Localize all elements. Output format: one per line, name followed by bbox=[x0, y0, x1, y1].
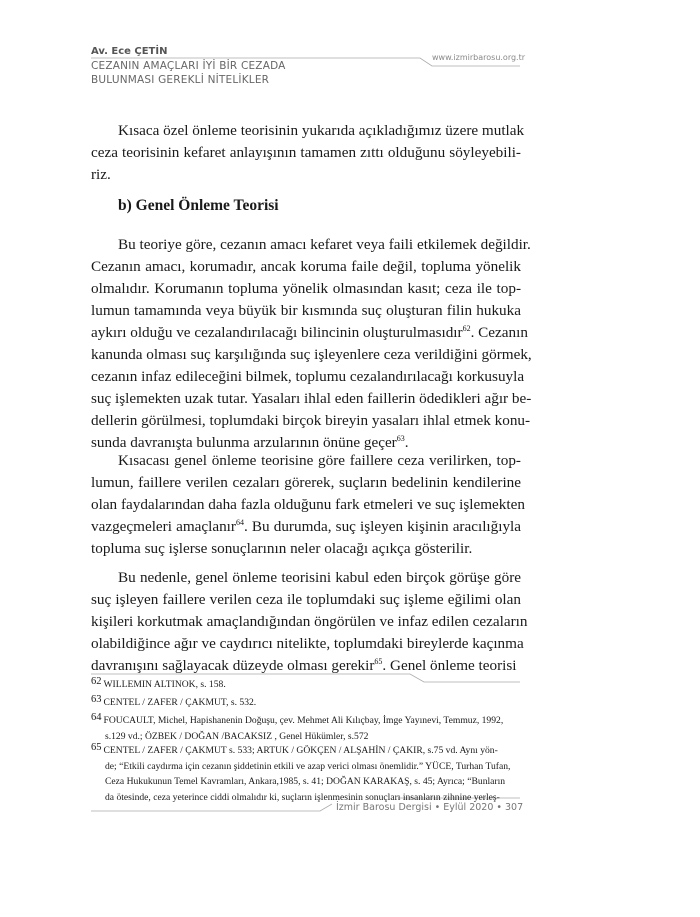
page-number: 307 bbox=[505, 802, 524, 813]
paragraph-line bbox=[91, 433, 521, 453]
paragraph-line bbox=[91, 411, 531, 431]
line-text: . Bu durumda, suç işleyen kişinin aracılığıyla bbox=[243, 518, 521, 535]
footnote-number: 65 bbox=[91, 742, 102, 753]
line-text: Bu teoriye göre, cezanın amacı kefaret veya faili etkilemek değildir. bbox=[118, 236, 531, 253]
footnote-ref[interactable]: 63 bbox=[396, 433, 405, 443]
footnote-number: 63 bbox=[91, 694, 102, 705]
line-text: kanunda olması suç karşılığında suç işleyenlere ceza verildiğini görmek, bbox=[91, 346, 532, 363]
footer-divider bbox=[91, 804, 332, 811]
footnote-text: da ötesinde, ceza yeterince ciddi olmalıdır ki, suçların işlenmesinin sonuçları insanların zihnine yerleş- bbox=[105, 791, 500, 803]
paragraph-line bbox=[91, 473, 521, 493]
line-text: lumun, faillere verilen cezaları görerek, suçların bedelinin kendilerine bbox=[91, 474, 521, 491]
paragraph-line bbox=[91, 539, 521, 559]
footnote-ref[interactable]: 65 bbox=[374, 656, 383, 666]
footnote-ref[interactable]: 64 bbox=[235, 517, 244, 527]
paragraph-line bbox=[91, 367, 525, 387]
footnote bbox=[91, 677, 521, 693]
footnote-number: 62 bbox=[91, 676, 102, 687]
paragraph-line bbox=[91, 257, 521, 277]
paragraph-line bbox=[118, 568, 521, 588]
paragraph-line bbox=[91, 612, 528, 632]
article-title-line-1: CEZANIN AMAÇLARI İYİ BİR CEZADA bbox=[91, 60, 286, 72]
paragraph-line bbox=[91, 656, 521, 676]
paragraph-line bbox=[91, 165, 521, 185]
paragraph-line bbox=[91, 389, 532, 409]
paragraph-line bbox=[91, 634, 524, 654]
footnote-ref[interactable]: 62 bbox=[462, 323, 471, 333]
footnote-text: WILLEMIN ALTINOK, s. 158. bbox=[103, 679, 226, 690]
footnote bbox=[91, 695, 521, 711]
paragraph-line bbox=[91, 279, 521, 299]
article-title-line-2: BULUNMASI GEREKLİ NİTELİKLER bbox=[91, 74, 270, 86]
line-text: riz. bbox=[91, 166, 111, 183]
footnote bbox=[91, 743, 521, 805]
footnote-number: 64 bbox=[91, 712, 102, 723]
footnote-text: s.129 vd.; ÖZBEK / DOĞAN /BACAKSIZ , Genel Hükümler, s.572 bbox=[105, 730, 369, 742]
line-text: olabildiğince ağır ve caydırıcı nitelikte, toplumdaki bireylerde kaçınma bbox=[91, 635, 524, 652]
journal-footer: İzmir Barosu Dergisi • Eylül 2020 • bbox=[336, 802, 502, 813]
paragraph-line bbox=[91, 301, 521, 321]
paragraph-line bbox=[118, 451, 521, 471]
line-text: lumun tamamında veya büyük bir kısmında suç oluşturan filin hukuka bbox=[91, 302, 521, 319]
line-text: topluma suç işlerse sonuçlarının neler olacağı açıkça gösterilir. bbox=[91, 540, 473, 557]
footnote-text: CENTEL / ZAFER / ÇAKMUT, s. 532. bbox=[103, 697, 257, 708]
line-text: Bu nedenle, genel önleme teorisini kabul eden birçok görüşe göre bbox=[118, 569, 521, 586]
author-name: Av. Ece ÇETİN bbox=[91, 46, 168, 57]
line-text: . Genel önleme teorisi bbox=[382, 657, 517, 674]
paragraph-line bbox=[91, 323, 528, 343]
line-text: . bbox=[404, 434, 409, 451]
line-text: suç işleyen faillere verilen ceza ile toplumdaki suç işleme eğilimi olan bbox=[91, 591, 521, 608]
line-text: vazgeçmeleri amaçlanır bbox=[91, 518, 236, 535]
footnote-text: Ceza Hukukunun Temel Kavramları, Ankara,1985, s. 41; DOĞAN KARAKAŞ, s. 45; Ayrıca; “Bunların bbox=[105, 776, 506, 787]
line-text: Cezanın amacı, korumadır, ancak koruma faile değil, topluma yönelik bbox=[91, 258, 521, 275]
line-text: davranışını sağlayacak düzeyde olması gerekir bbox=[91, 657, 375, 674]
footnote-text: FOUCAULT, Michel, Hapishanenin Doğuşu, çev. Mehmet Ali Kılıçbay, İmge Yayınevi, Temmuz, 1992, bbox=[103, 715, 504, 726]
section-heading: b) Genel Önleme Teorisi bbox=[118, 197, 279, 214]
paragraph-line bbox=[91, 590, 521, 610]
footnote bbox=[91, 713, 521, 744]
footnote-text: CENTEL / ZAFER / ÇAKMUT s. 533; ARTUK / GÖKÇEN / ALŞAHİN / ÇAKIR, s.75 vd. Aynı yön- bbox=[103, 745, 498, 756]
line-text: suç işlemekten uzak tutar. Yasaları ihlal eden faillerin ödedikleri ağır be- bbox=[91, 390, 532, 407]
line-text: Kısaca özel önleme teorisinin yukarıda açıkladığımız üzere mutlak bbox=[118, 122, 525, 139]
line-text: olan faydalarından daha fazla olduğunu fark etmeleri ve suç işlemekten bbox=[91, 496, 525, 513]
line-text: cezanın infaz edileceğini bilmek, toplumu cezalandırılacağı korkusuyla bbox=[91, 368, 525, 385]
line-text: kişileri korkutmak amaçlandığından öngörülen ve infaz edilen cezaların bbox=[91, 613, 528, 630]
paragraph-line bbox=[91, 517, 521, 537]
line-text: olmalıdır. Korumanın topluma yönelik olmasından kasıt; ceza ile top- bbox=[91, 280, 521, 297]
paragraph-line bbox=[91, 495, 525, 515]
paragraph-line bbox=[118, 235, 531, 255]
line-text: Kısacası genel önleme teorisine göre faillere ceza verilirken, top- bbox=[118, 452, 521, 469]
line-text: aykırı olduğu ve cezalandırılacağı bilincinin oluşturulmasıdır bbox=[91, 324, 463, 341]
footnote-text: de; “Etkili caydırma için cezanın şiddetinin etkili ve azap verici olması önemlidir.” YÜCE, Turhan Tufan, bbox=[105, 760, 511, 772]
paragraph-line bbox=[118, 121, 525, 141]
line-text: . Cezanın bbox=[470, 324, 528, 341]
paragraph-line bbox=[91, 143, 521, 163]
paragraph-line bbox=[91, 345, 532, 365]
line-text: sunda davranışta bulunma arzularının önüne geçer bbox=[91, 434, 397, 451]
line-text: ceza teorisinin kefaret anlayışının tamamen zıttı olduğunu söyleyebili- bbox=[91, 144, 521, 161]
line-text: dellerin görülmesi, toplumdaki birçok bireyin yasaları ihlal etmek konu- bbox=[91, 412, 531, 429]
website-link[interactable]: www.izmirbarosu.org.tr bbox=[432, 53, 526, 62]
